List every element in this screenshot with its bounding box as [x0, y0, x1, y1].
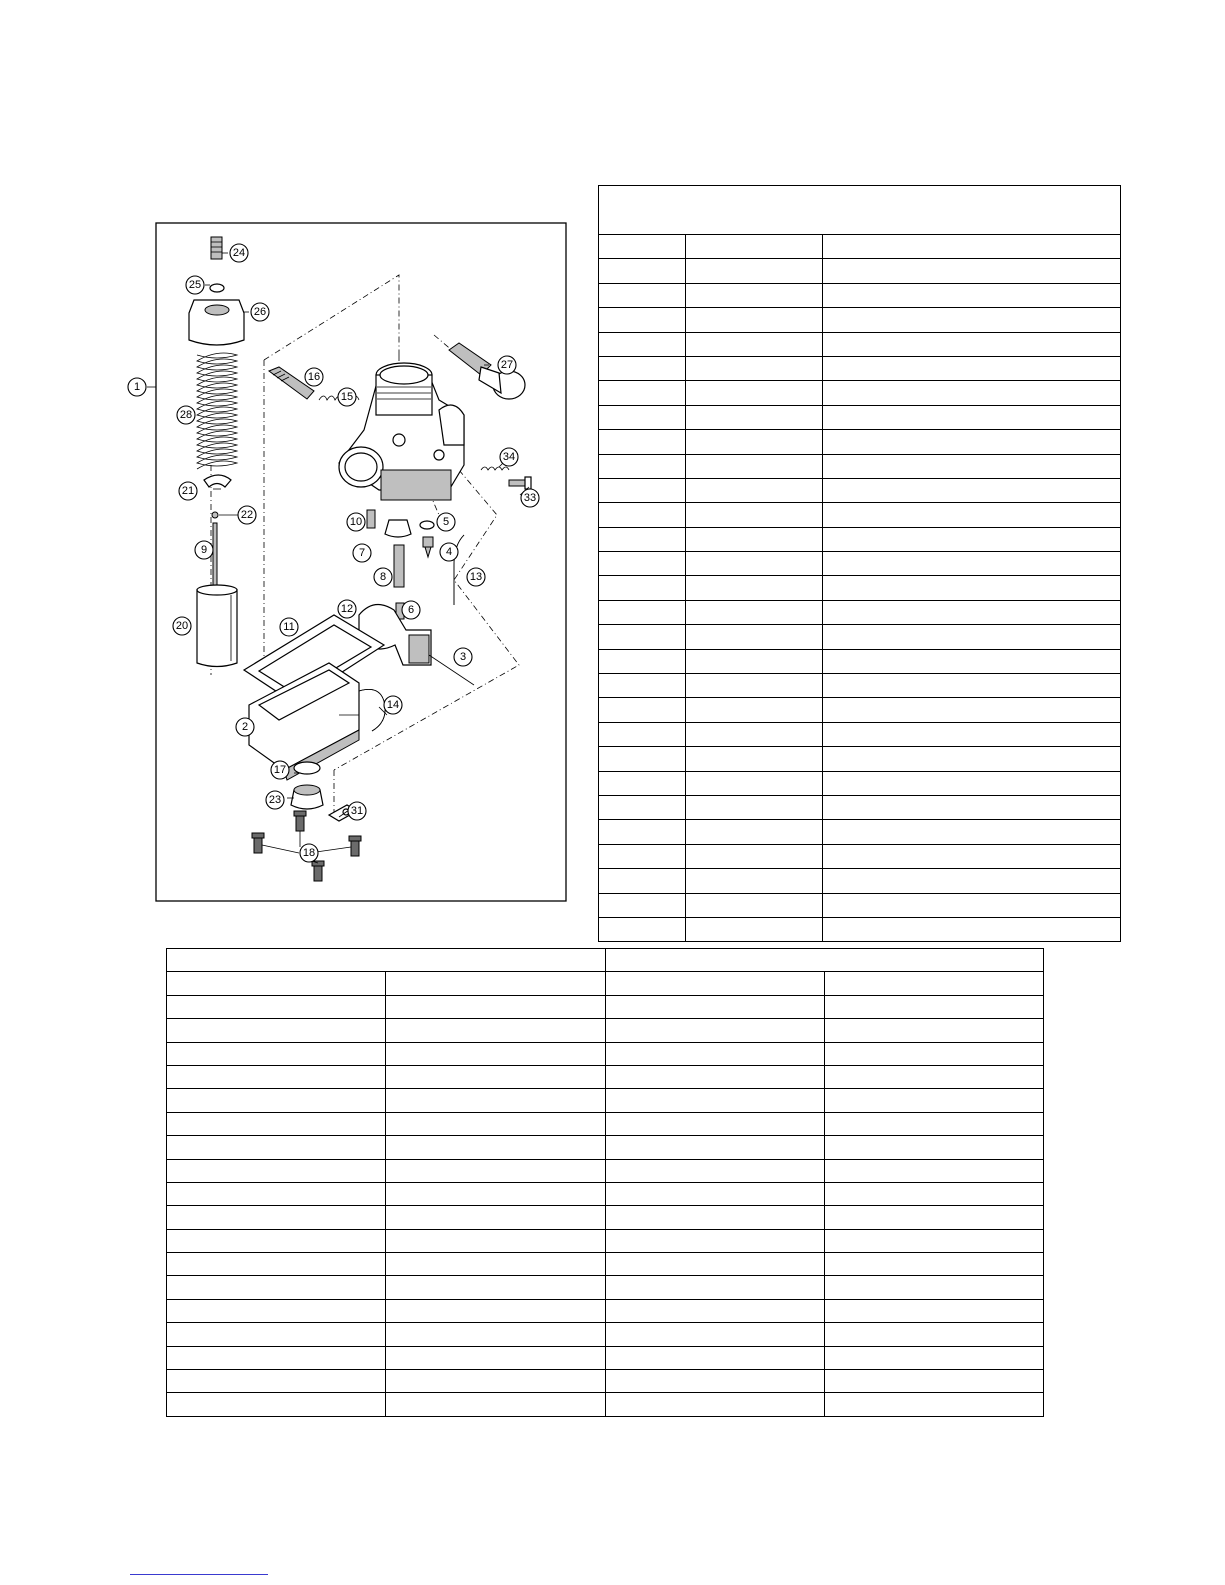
callout-label: 22 — [240, 509, 254, 521]
spec-table-cell — [605, 1393, 824, 1416]
spec-table-cell — [605, 1229, 824, 1252]
callout-26 — [251, 303, 269, 321]
parts-table-cell — [685, 381, 822, 405]
parts-table-cell — [685, 820, 822, 844]
callout-label: 5 — [442, 516, 450, 528]
parts-table-cell — [685, 649, 822, 673]
parts-table-cell — [685, 235, 822, 259]
spec-table-row — [167, 1159, 1044, 1182]
parts-table-cell — [599, 356, 686, 380]
spec-table-cell — [386, 995, 605, 1018]
parts-table-cell — [685, 259, 822, 283]
callout-28 — [177, 406, 195, 424]
footer-link-underline[interactable] — [130, 1574, 268, 1575]
parts-table-cell — [822, 869, 1120, 893]
spec-table-cell — [605, 1089, 824, 1112]
spec-table-cell — [167, 1159, 386, 1182]
parts-table-row — [599, 771, 1121, 795]
parts-table-cell — [822, 503, 1120, 527]
parts-table-cell — [685, 844, 822, 868]
parts-table-cell — [822, 795, 1120, 819]
parts-table-cell — [599, 235, 686, 259]
parts-table-row — [599, 674, 1121, 698]
spec-table-cell — [386, 1393, 605, 1416]
parts-table-row — [599, 722, 1121, 746]
parts-table-cell — [599, 747, 686, 771]
parts-table-cell — [685, 503, 822, 527]
spec-table-row — [167, 1112, 1044, 1135]
spec-table-cell — [824, 1346, 1043, 1369]
parts-table-cell — [822, 917, 1120, 941]
parts-table-cell — [599, 478, 686, 502]
parts-table-cell — [599, 649, 686, 673]
spec-table-cell — [386, 1276, 605, 1299]
spec-table-cell — [824, 1206, 1043, 1229]
callout-label: 33 — [523, 492, 537, 504]
parts-table-cell — [685, 430, 822, 454]
parts-table-cell — [685, 356, 822, 380]
spec-table-cell — [386, 1136, 605, 1159]
parts-table-cell — [599, 308, 686, 332]
spec-table-cell — [167, 972, 386, 995]
parts-table-cell — [599, 698, 686, 722]
spec-table-row — [167, 1323, 1044, 1346]
spec-table-cell — [605, 1159, 824, 1182]
parts-table-cell — [822, 454, 1120, 478]
spec-table-cell — [386, 1299, 605, 1322]
spec-table-cell — [167, 1112, 386, 1135]
spec-table-header-left — [167, 949, 606, 972]
callout-label: 31 — [350, 805, 364, 817]
callout-label: 8 — [379, 571, 387, 583]
callout-label: 6 — [407, 604, 415, 616]
parts-table-row — [599, 820, 1121, 844]
callout-label: 20 — [175, 620, 189, 632]
spec-table-cell — [605, 1370, 824, 1393]
callout-12 — [338, 600, 356, 618]
carburetor-body — [339, 363, 464, 500]
parts-table-row — [599, 893, 1121, 917]
callout-11 — [280, 618, 298, 636]
callout-label: 21 — [181, 485, 195, 497]
parts-table-cell — [599, 503, 686, 527]
parts-table-cell — [599, 454, 686, 478]
spec-table-cell — [605, 1346, 824, 1369]
parts-table-row — [599, 356, 1121, 380]
spec-table-cell — [167, 1323, 386, 1346]
parts-table-cell — [822, 698, 1120, 722]
spec-table-cell — [605, 1065, 824, 1088]
parts-table-cell — [822, 356, 1120, 380]
callout-22 — [238, 506, 256, 524]
callout-13 — [467, 568, 485, 586]
parts-table-row — [599, 625, 1121, 649]
spec-table-cell — [824, 1253, 1043, 1276]
spec-table-row — [167, 1206, 1044, 1229]
parts-table-cell — [599, 722, 686, 746]
spec-table-cell — [824, 1323, 1043, 1346]
callout-label: 2 — [241, 721, 249, 733]
spec-table-cell — [386, 1112, 605, 1135]
spec-table-cell — [824, 1065, 1043, 1088]
spec-table-cell — [605, 1136, 824, 1159]
parts-table-cell — [685, 332, 822, 356]
spec-table-row — [167, 1346, 1044, 1369]
parts-table-cell — [599, 795, 686, 819]
spec-table-cell — [167, 1229, 386, 1252]
spec-table-cell — [167, 1346, 386, 1369]
spec-table-cell — [386, 1229, 605, 1252]
parts-table-cell — [822, 430, 1120, 454]
callout-label: 11 — [283, 621, 295, 633]
callout-label: 3 — [459, 651, 467, 663]
parts-table-cell — [822, 771, 1120, 795]
spec-table-cell — [386, 1159, 605, 1182]
parts-table-cell — [822, 478, 1120, 502]
parts-table-cell — [822, 649, 1120, 673]
parts-table-cell — [685, 576, 822, 600]
parts-table-cell — [599, 600, 686, 624]
spec-table-row — [167, 1253, 1044, 1276]
callout-2 — [236, 718, 254, 736]
spec-table-cell — [167, 1276, 386, 1299]
spec-table-cell — [167, 1253, 386, 1276]
parts-table-row — [599, 332, 1121, 356]
callout-label: 18 — [302, 847, 316, 859]
spec-table-cell — [167, 1206, 386, 1229]
callout-10 — [347, 513, 365, 531]
spec-table-cell — [167, 1136, 386, 1159]
callout-label: 7 — [358, 547, 366, 559]
parts-table-row — [599, 795, 1121, 819]
parts-table-cell — [822, 235, 1120, 259]
spec-table-cell — [605, 1206, 824, 1229]
parts-table-cell — [822, 820, 1120, 844]
spec-table-cell — [824, 972, 1043, 995]
callout-1 — [128, 378, 146, 396]
parts-table-cell — [685, 771, 822, 795]
parts-table-cell — [685, 795, 822, 819]
spec-table-cell — [605, 1019, 824, 1042]
callout-9 — [195, 541, 213, 559]
parts-table-row — [599, 649, 1121, 673]
spec-table-cell — [605, 1042, 824, 1065]
parts-table-cell — [685, 527, 822, 551]
spec-table-cell — [167, 1370, 386, 1393]
parts-list-table — [598, 185, 1121, 942]
callout-label: 12 — [340, 603, 354, 615]
spec-table-cell — [167, 1182, 386, 1205]
parts-table-row — [599, 454, 1121, 478]
spec-table-row — [167, 1299, 1044, 1322]
callout-5 — [437, 513, 455, 531]
spec-table-cell — [824, 995, 1043, 1018]
spec-table-cell — [386, 1370, 605, 1393]
callout-27 — [498, 356, 516, 374]
parts-table-cell — [822, 332, 1120, 356]
parts-table-cell — [599, 259, 686, 283]
callout-label: 15 — [340, 391, 354, 403]
spec-table-cell — [824, 1089, 1043, 1112]
parts-table-row — [599, 527, 1121, 551]
spec-table-cell — [167, 995, 386, 1018]
callout-6 — [402, 601, 420, 619]
parts-table-row — [599, 869, 1121, 893]
spec-table-cell — [386, 1206, 605, 1229]
spec-table-cell — [824, 1229, 1043, 1252]
spec-table-cell — [167, 1019, 386, 1042]
spec-table-cell — [386, 1346, 605, 1369]
callout-4 — [440, 543, 458, 561]
spec-table-cell — [167, 1065, 386, 1088]
callout-14 — [384, 696, 402, 714]
spec-table-cell — [824, 1393, 1043, 1416]
callout-label: 25 — [188, 279, 202, 291]
spec-table-cell — [824, 1136, 1043, 1159]
spec-table-cell — [605, 995, 824, 1018]
spec-table-cell — [824, 1276, 1043, 1299]
spec-table-row — [167, 1065, 1044, 1088]
parts-table-cell — [599, 625, 686, 649]
spec-table-row — [167, 1229, 1044, 1252]
parts-table-cell — [685, 747, 822, 771]
spec-table-row — [167, 1136, 1044, 1159]
parts-table-header — [599, 186, 1121, 235]
parts-table-row — [599, 430, 1121, 454]
spec-table-cell — [605, 972, 824, 995]
callout-label: 34 — [502, 451, 516, 463]
spec-table-row — [167, 1370, 1044, 1393]
parts-table-cell — [822, 625, 1120, 649]
callout-label: 26 — [253, 306, 267, 318]
parts-table-cell — [685, 674, 822, 698]
callout-21 — [179, 482, 197, 500]
parts-table-cell — [599, 674, 686, 698]
parts-table-cell — [599, 332, 686, 356]
parts-table-cell — [599, 381, 686, 405]
parts-table-cell — [822, 576, 1120, 600]
parts-table-cell — [822, 552, 1120, 576]
callout-33 — [521, 489, 539, 507]
spec-table-cell — [824, 1182, 1043, 1205]
spec-table-cell — [167, 1089, 386, 1112]
spec-table-cell — [167, 1393, 386, 1416]
parts-table-row — [599, 698, 1121, 722]
callout-23 — [266, 791, 284, 809]
parts-table-row — [599, 405, 1121, 429]
spec-table-row — [167, 995, 1044, 1018]
parts-table-cell — [599, 844, 686, 868]
parts-table-cell — [822, 893, 1120, 917]
parts-table-cell — [822, 722, 1120, 746]
callout-label: 28 — [179, 409, 193, 421]
parts-table-cell — [685, 625, 822, 649]
parts-table-row — [599, 259, 1121, 283]
parts-table-cell — [685, 308, 822, 332]
parts-table-row — [599, 235, 1121, 259]
spec-table-cell — [386, 1019, 605, 1042]
parts-table-cell — [822, 259, 1120, 283]
spec-table-cell — [824, 1159, 1043, 1182]
spec-table-cell — [605, 1276, 824, 1299]
callout-3 — [454, 648, 472, 666]
spec-table-row — [167, 1182, 1044, 1205]
spec-table-row — [167, 1042, 1044, 1065]
spec-table-cell — [824, 1370, 1043, 1393]
parts-table-row — [599, 308, 1121, 332]
callout-34 — [500, 448, 518, 466]
spec-table-row — [167, 1276, 1044, 1299]
spec-table-cell — [605, 1299, 824, 1322]
spec-table-header-right — [605, 949, 1044, 972]
callout-label: 17 — [273, 764, 287, 776]
parts-table-row — [599, 917, 1121, 941]
parts-table-cell — [685, 405, 822, 429]
parts-table-cell — [822, 405, 1120, 429]
parts-table-cell — [599, 771, 686, 795]
parts-table-row — [599, 844, 1121, 868]
callout-15 — [338, 388, 356, 406]
parts-table-cell — [685, 552, 822, 576]
parts-table-row — [599, 552, 1121, 576]
callout-label: 1 — [133, 381, 141, 393]
parts-table-cell — [599, 893, 686, 917]
parts-table-cell — [599, 430, 686, 454]
parts-table-cell — [599, 917, 686, 941]
spec-table-cell — [824, 1019, 1043, 1042]
parts-table-cell — [599, 869, 686, 893]
spec-table-cell — [167, 1042, 386, 1065]
callout-31 — [348, 802, 366, 820]
parts-table-cell — [822, 283, 1120, 307]
spec-table-cell — [386, 1323, 605, 1346]
parts-table-cell — [822, 747, 1120, 771]
spec-table-cell — [605, 1253, 824, 1276]
parts-table-row — [599, 600, 1121, 624]
parts-table-row — [599, 576, 1121, 600]
parts-table-row — [599, 478, 1121, 502]
spec-table-cell — [605, 1112, 824, 1135]
spring-28 — [197, 353, 237, 469]
callout-20 — [173, 617, 191, 635]
callout-7 — [353, 544, 371, 562]
specification-table — [166, 948, 1044, 1417]
spec-table-cell — [386, 1089, 605, 1112]
callout-label: 4 — [445, 546, 453, 558]
parts-table-cell — [822, 527, 1120, 551]
parts-table-cell — [822, 674, 1120, 698]
spec-table-cell — [386, 1042, 605, 1065]
callout-25 — [186, 276, 204, 294]
spec-table-cell — [605, 1182, 824, 1205]
parts-table-row — [599, 381, 1121, 405]
parts-table-cell — [685, 869, 822, 893]
parts-table-cell — [822, 844, 1120, 868]
callout-label: 13 — [469, 571, 483, 583]
parts-table-row — [599, 283, 1121, 307]
spec-table-row — [167, 972, 1044, 995]
spec-table-cell — [386, 1182, 605, 1205]
parts-table-cell — [685, 454, 822, 478]
parts-table-cell — [822, 600, 1120, 624]
parts-table-cell — [685, 283, 822, 307]
callout-8 — [374, 568, 392, 586]
callout-label: 10 — [349, 516, 363, 528]
spec-table-cell — [824, 1299, 1043, 1322]
callout-label: 27 — [500, 359, 514, 371]
spec-table-row — [167, 1393, 1044, 1416]
callout-18 — [300, 844, 318, 862]
parts-table-cell — [599, 576, 686, 600]
spec-table-cell — [824, 1042, 1043, 1065]
carburetor-exploded-diagram — [109, 215, 569, 905]
callout-16 — [305, 368, 323, 386]
callout-label: 24 — [232, 247, 246, 259]
parts-table-cell — [685, 722, 822, 746]
parts-table-cell — [822, 308, 1120, 332]
parts-table-cell — [822, 381, 1120, 405]
parts-table-cell — [599, 405, 686, 429]
spec-table-row — [167, 1019, 1044, 1042]
parts-table-row — [599, 747, 1121, 771]
spec-table-cell — [386, 972, 605, 995]
spec-table-cell — [605, 1323, 824, 1346]
callout-label: 14 — [386, 699, 400, 711]
parts-table-cell — [685, 600, 822, 624]
parts-table-row — [599, 503, 1121, 527]
callout-label: 9 — [200, 544, 208, 556]
spec-table-cell — [386, 1065, 605, 1088]
callout-24 — [230, 244, 248, 262]
callout-17 — [271, 761, 289, 779]
callout-label: 23 — [268, 794, 282, 806]
parts-table-cell — [599, 820, 686, 844]
spec-table-cell — [167, 1299, 386, 1322]
spec-table-cell — [824, 1112, 1043, 1135]
spec-table-row — [167, 1089, 1044, 1112]
parts-table-cell — [599, 527, 686, 551]
parts-table-cell — [599, 283, 686, 307]
parts-table-cell — [685, 893, 822, 917]
callout-label: 16 — [307, 371, 321, 383]
parts-table-cell — [685, 917, 822, 941]
parts-table-cell — [599, 552, 686, 576]
parts-table-cell — [685, 478, 822, 502]
parts-table-cell — [685, 698, 822, 722]
spec-table-cell — [386, 1253, 605, 1276]
